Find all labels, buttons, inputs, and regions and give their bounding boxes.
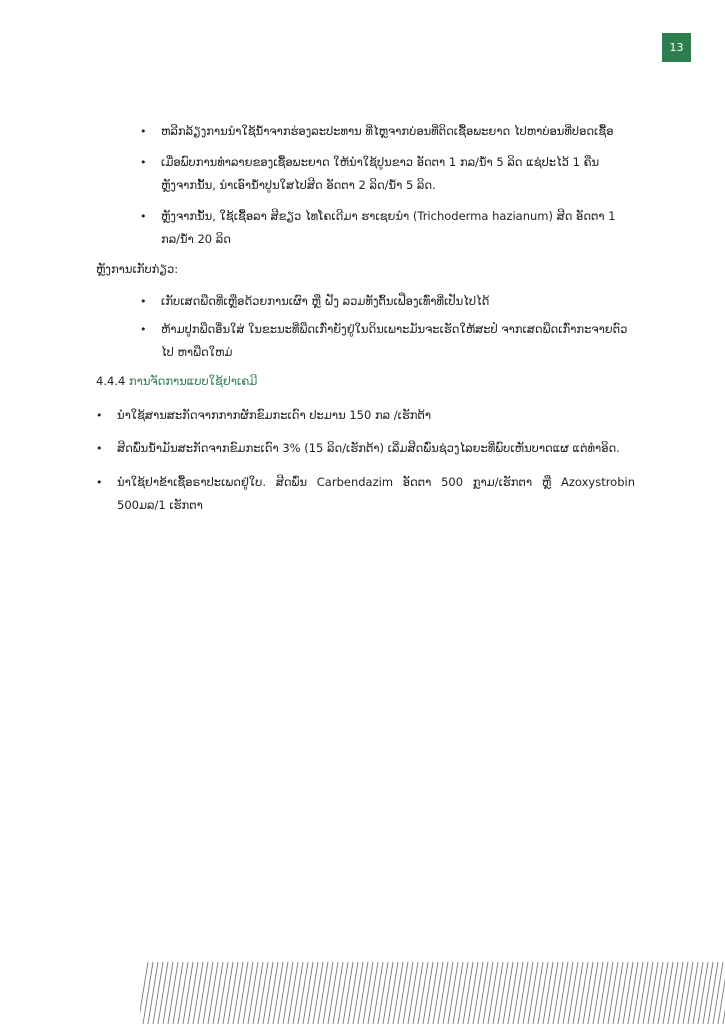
stripe-line (503, 962, 513, 1024)
stripe-line (153, 962, 163, 1024)
stripe-line (218, 962, 228, 1024)
stripe-line (673, 962, 683, 1024)
stripe-line (463, 962, 473, 1024)
stripe-line (498, 962, 508, 1024)
stripe-line (268, 962, 278, 1024)
list-item: ຫລີກລ້ຽງການນໍາໃຊ້ນ້ຳຈາກຮ່ອງລະປະທານ ທີ່ໄຫຼຈາກບ່ອນທີ່ຕິດເຊື້ອພະຍາດ ໄປຫາບ່ອນທີ່ປອດເຊື້ອ (161, 124, 614, 138)
stripe-line (278, 962, 288, 1024)
list-item: ນໍາໃຊ້ສານສະກັດຈາກກາກຜັກຂົມກະເດົາ ປະມານ 150 ກລ /ເຮັກຕ້າ (117, 408, 432, 422)
stripe-line (148, 962, 158, 1024)
bullet-marker: • (140, 156, 147, 169)
stripe-line (558, 962, 568, 1024)
stripe-line (213, 962, 223, 1024)
stripe-line (518, 962, 528, 1024)
stripe-line (183, 962, 193, 1024)
stripe-line (603, 962, 613, 1024)
stripe-line (188, 962, 198, 1024)
stripe-line (623, 962, 633, 1024)
stripe-line (593, 962, 603, 1024)
stripe-line (168, 962, 178, 1024)
stripe-line (543, 962, 553, 1024)
stripe-line (583, 962, 593, 1024)
stripe-line (233, 962, 243, 1024)
stripe-line (403, 962, 413, 1024)
stripe-line (548, 962, 558, 1024)
stripe-line (598, 962, 608, 1024)
stripe-line (573, 962, 583, 1024)
stripe-line (373, 962, 383, 1024)
stripe-line (208, 962, 218, 1024)
stripe-line (538, 962, 548, 1024)
bullet-marker: • (96, 409, 103, 422)
stripe-line (143, 962, 153, 1024)
decorative-stripes (140, 962, 725, 1024)
bullet-marker: • (140, 295, 147, 308)
stripe-line (633, 962, 643, 1024)
stripe-line (388, 962, 398, 1024)
stripe-line (353, 962, 363, 1024)
bullet-marker: • (140, 125, 147, 138)
section-heading (96, 370, 496, 393)
stripe-line (368, 962, 378, 1024)
stripe-line (618, 962, 628, 1024)
stripe-line (223, 962, 233, 1024)
stripe-line (458, 962, 468, 1024)
stripe-line (193, 962, 203, 1024)
stripe-line (163, 962, 173, 1024)
stripe-line (473, 962, 483, 1024)
stripe-line (413, 962, 423, 1024)
stripe-line (528, 962, 538, 1024)
stripe-line (173, 962, 183, 1024)
stripe-line (493, 962, 503, 1024)
bullet-marker: • (96, 476, 103, 489)
stripe-line (433, 962, 443, 1024)
stripe-line (523, 962, 533, 1024)
stripe-line (273, 962, 283, 1024)
stripe-line (678, 962, 688, 1024)
stripe-line (478, 962, 488, 1024)
page-number: 13 (662, 33, 691, 62)
stripe-line (253, 962, 263, 1024)
stripe-line (298, 962, 308, 1024)
stripe-line (508, 962, 518, 1024)
stripe-line (198, 962, 208, 1024)
stripe-line (140, 962, 148, 1024)
stripe-line (293, 962, 303, 1024)
stripe-line (308, 962, 318, 1024)
stripe-line (238, 962, 248, 1024)
list-item: ເກັບເສດພືດທີ່ເຫຼືອດ້ວຍການເຜົາ ຫຼື ຝັງ ລວມທັງຕົ້ນເຟືອງເທົ່າທີ່ເປັນໄປໄດ້ (161, 294, 490, 308)
stripe-line (228, 962, 238, 1024)
stripe-line (608, 962, 618, 1024)
stripe-line (288, 962, 298, 1024)
stripe-line (703, 962, 713, 1024)
stripe-line (443, 962, 453, 1024)
stripe-line (658, 962, 668, 1024)
list-item: ຫຼັງຈາກນັ້ນ, ໃຊ້ເຊື້ອລາ ສີຂຽວ ໄທໂຄເດີມາ ຮາເຊຍນໍາ (Trichoderma hazianum) ສີດ ອັດຕາ 1 ກລ/ນ້ຳ 20 ລິດ (161, 209, 616, 246)
stripe-line (408, 962, 418, 1024)
stripe-line (423, 962, 433, 1024)
stripe-line (428, 962, 438, 1024)
stripe-line (683, 962, 693, 1024)
list-item: ເມື່ອພົບການທໍາລາຍຂອງເຊື້ອພະຍາດ ໃຫ້ນໍາໃຊ້ປູນຂາວ ອັດຕາ 1 ກລ/ນ້ຳ 5 ລິດ ແຊ່ປະໄວ້ 1 ຄືນ ຫຼັງຈາກນັ້ນ, ນໍາເອົານ້ຳປູນໃສໄປສີດ ອັດຕາ 2 ລິດ/ນ້ຳ 5 ລິດ. (161, 155, 600, 192)
stripe-line (693, 962, 703, 1024)
stripe-line (323, 962, 333, 1024)
stripe-line (378, 962, 388, 1024)
stripe-line (438, 962, 448, 1024)
bullet-marker: • (140, 210, 147, 223)
stripe-line (448, 962, 458, 1024)
stripe-line (483, 962, 493, 1024)
stripe-line (563, 962, 573, 1024)
stripe-line (698, 962, 708, 1024)
stripe-line (688, 962, 698, 1024)
stripe-line (568, 962, 578, 1024)
stripe-line (708, 962, 718, 1024)
stripe-line (263, 962, 273, 1024)
list-item: ຫ້າມປູກພືດອື່ນໃສ່ ໃນຂະນະທີ່ພືດເກົ່າຍັງຢູ່ໃນດິນເພາະມັນຈະເຮັດໃຫ້ສະປໍ ຈາກເສດພືດເກົ່າກະຈາຍຕົວໄປ ຫາພືດໃຫມ່ (161, 322, 628, 359)
stripe-line (313, 962, 323, 1024)
stripe-line (203, 962, 213, 1024)
stripe-line (418, 962, 428, 1024)
stripe-line (588, 962, 598, 1024)
stripe-line (653, 962, 663, 1024)
stripe-line (398, 962, 408, 1024)
stripe-line (663, 962, 673, 1024)
stripe-line (248, 962, 258, 1024)
stripe-line (578, 962, 588, 1024)
stripe-line (668, 962, 678, 1024)
stripe-line (713, 962, 723, 1024)
stripe-line (318, 962, 328, 1024)
stripe-line (613, 962, 623, 1024)
stripe-line (363, 962, 373, 1024)
section-heading-number: 4.4.4 (96, 374, 126, 388)
stripe-line (638, 962, 648, 1024)
stripe-line (643, 962, 653, 1024)
stripe-line (178, 962, 188, 1024)
stripe-line (393, 962, 403, 1024)
stripe-line (343, 962, 353, 1024)
stripe-line (383, 962, 393, 1024)
stripe-line (243, 962, 253, 1024)
stripe-line (283, 962, 293, 1024)
stripe-line (303, 962, 313, 1024)
list-item: ນໍາໃຊ້ຢາຂ້າເຊື້ອຣາປະເພດຢູ່ໃບ. ສີດພົ່ນ Carbendazim ອັດຕາ 500 ກຼາມ/ເຮັກຕາ ຫຼື Azoxystrobin 500ມລ/1 ເຮັກຕາ (117, 475, 635, 512)
stripe-line (468, 962, 478, 1024)
stripe-line (358, 962, 368, 1024)
stripe-line (328, 962, 338, 1024)
stripe-line (533, 962, 543, 1024)
bullet-marker: • (96, 442, 103, 455)
list-item: ສີດພົ່ນນ້ຳມັນສະກັດຈາກຂົມກະເດົາ 3% (15 ລິດ/ເຮັກຕ້າ) ເລີ່ມສີດພົ່ນຊ່ວງໄລຍະທີ່ພົບເຫັນບາດແຜ ແຕ່ທໍາອິດ. (117, 441, 620, 455)
stripe-line (628, 962, 638, 1024)
stripe-line (348, 962, 358, 1024)
stripe-line (488, 962, 498, 1024)
stripe-line (333, 962, 343, 1024)
stripe-line (513, 962, 523, 1024)
stripe-line (258, 962, 268, 1024)
stripe-line (553, 962, 563, 1024)
stripe-line (158, 962, 168, 1024)
stripe-line (453, 962, 463, 1024)
stripe-line (648, 962, 658, 1024)
after-harvest-label: ຫຼັງການເກັບກ່ຽວ: (96, 262, 179, 276)
section-heading-title: ການຈັດການແບບໃຊ້ຢາເຄມີ (128, 374, 258, 388)
stripe-line (338, 962, 348, 1024)
bullet-marker: • (140, 323, 147, 336)
